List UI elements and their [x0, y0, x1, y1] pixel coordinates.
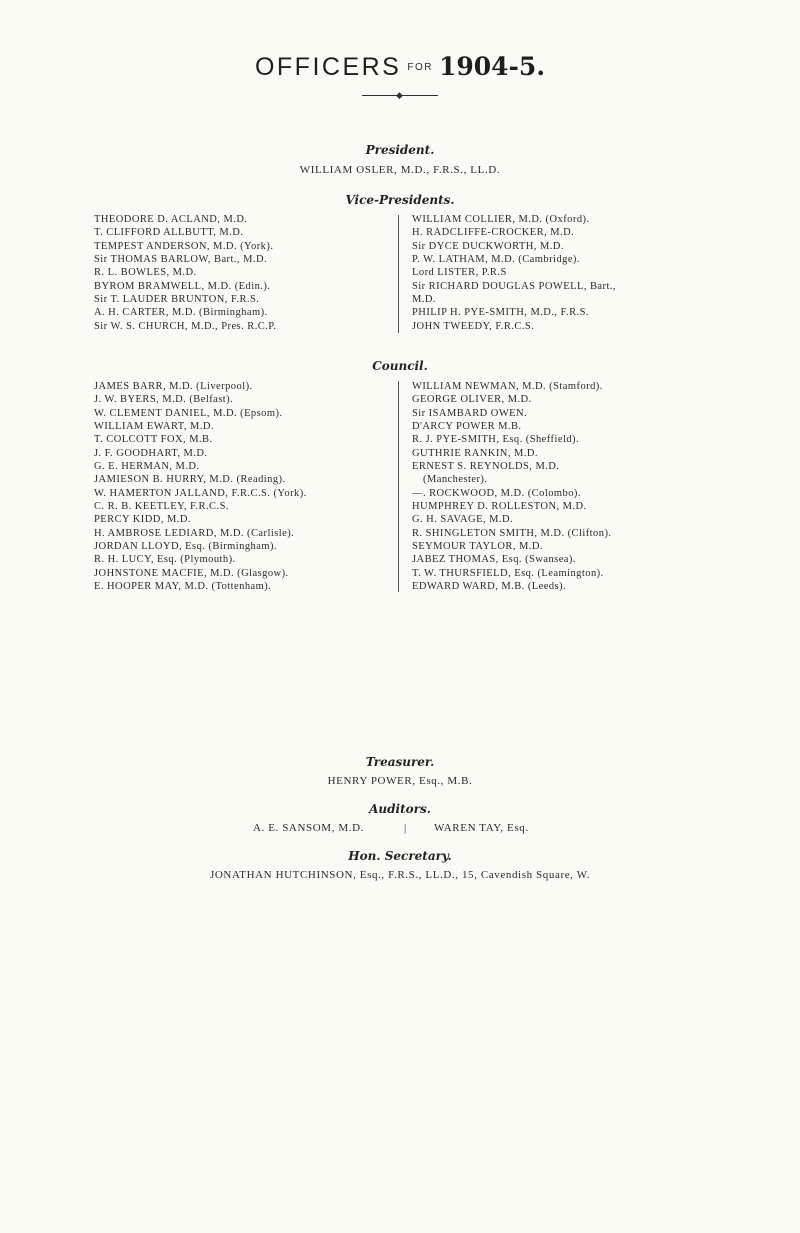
- vice-presidents-left-list: [94, 213, 277, 333]
- list-item: W. CLEMENT DANIEL, M.D. (Epsom).: [94, 407, 283, 419]
- list-item: G. H. SAVAGE, M.D.: [412, 514, 514, 526]
- list-item: P. W. LATHAM, M.D. (Cambridge).: [412, 254, 580, 266]
- list-item: JAMES BARR, M.D. (Liverpool).: [94, 381, 253, 392]
- list-item: T. CLIFFORD ALLBUTT, M.D.: [94, 227, 244, 239]
- list-item: WILLIAM COLLIER, M.D. (Oxford).: [412, 214, 590, 225]
- list-item: HUMPHREY D. ROLLESTON, M.D.: [412, 501, 587, 513]
- list-item: EDWARD WARD, M.B. (Leeds).: [412, 581, 567, 593]
- list-item: J. W. BYERS, M.D. (Belfast).: [94, 394, 234, 406]
- list-item: ERNEST S. REYNOLDS, M.D.: [412, 461, 560, 473]
- secretary-heading: Hon. Secretary.: [348, 849, 452, 863]
- list-item: THEODORE D. ACLAND, M.D.: [94, 214, 248, 225]
- list-item: PERCY KIDD, M.D.: [94, 514, 191, 526]
- list-item: SEYMOUR TAYLOR, M.D.: [412, 541, 543, 553]
- list-item: JOHN TWEEDY, F.R.C.S.: [412, 320, 535, 332]
- page-title: [0, 52, 800, 82]
- list-item: GUTHRIE RANKIN, M.D.: [412, 447, 538, 459]
- list-item: Lord LISTER, P.R.S: [412, 267, 507, 279]
- list-item: JOHNSTONE MACFIE, M.D. (Glasgow).: [94, 567, 289, 579]
- list-item: R. J. PYE-SMITH, Esq. (Sheffield).: [412, 434, 580, 446]
- list-item: H. RADCLIFFE-CROCKER, M.D.: [412, 227, 575, 239]
- list-item: BYROM BRAMWELL, M.D. (Edin.).: [94, 280, 271, 292]
- column-divider: [398, 381, 399, 592]
- list-item: H. AMBROSE LEDIARD, M.D. (Carlisle).: [94, 527, 295, 539]
- list-item: WILLIAM EWART, M.D.: [94, 421, 214, 433]
- list-item: (Manchester).: [423, 474, 488, 486]
- list-item: TEMPEST ANDERSON, M.D. (York).: [94, 240, 274, 252]
- list-item: —. ROCKWOOD, M.D. (Colombo).: [412, 487, 581, 499]
- title-main: OFFICERS: [254, 53, 402, 81]
- list-item: W. HAMERTON JALLAND, F.R.C.S. (York).: [94, 487, 307, 499]
- list-item: R. H. LUCY, Esq. (Plymouth).: [94, 554, 236, 566]
- list-item: Sir RICHARD DOUGLAS POWELL, Bart.,: [412, 280, 617, 292]
- list-item: JABEZ THOMAS, Esq. (Swansea).: [412, 554, 576, 566]
- list-item: Sir DYCE DUCKWORTH, M.D.: [412, 240, 564, 252]
- list-item: J. F. GOODHART, M.D.: [94, 447, 208, 459]
- list-item: E. HOOPER MAY, M.D. (Tottenham).: [94, 581, 272, 593]
- council-heading: Council.: [372, 359, 428, 373]
- auditor-left: A. E. SANSOM, M.D.: [252, 822, 364, 834]
- title-connector: FOR: [407, 62, 433, 73]
- secretary-name: JONATHAN HUTCHINSON, Esq., F.R.S., LL.D., 15, Cavendish Square, W.: [209, 869, 591, 881]
- list-item: PHILIP H. PYE-SMITH, M.D., F.R.S.: [412, 307, 589, 319]
- vice-presidents-heading: Vice-Presidents.: [345, 193, 455, 207]
- title-year: 1904-5.: [438, 52, 546, 81]
- treasurer-heading: Treasurer.: [365, 755, 435, 769]
- list-item: C. R. B. KEETLEY, F.R.C.S.: [94, 501, 229, 513]
- auditors-separator: |: [404, 822, 407, 834]
- president-name: WILLIAM OSLER, M.D., F.R.S., LL.D.: [299, 164, 501, 176]
- list-item: Sir THOMAS BARLOW, Bart., M.D.: [94, 254, 268, 266]
- list-item: WILLIAM NEWMAN, M.D. (Stamford).: [412, 381, 603, 392]
- list-item: T. W. THURSFIELD, Esq. (Leamington).: [412, 567, 604, 579]
- list-item: R. SHINGLETON SMITH, M.D. (Clifton).: [412, 527, 612, 539]
- column-divider: [398, 215, 399, 333]
- list-item: JORDAN LLOYD, Esq. (Birmingham).: [94, 541, 277, 553]
- list-item: A. H. CARTER, M.D. (Birmingham).: [94, 307, 268, 319]
- list-item: JAMIESON B. HURRY, M.D. (Reading).: [94, 474, 286, 486]
- treasurer-name: HENRY POWER, Esq., M.B.: [327, 775, 473, 787]
- list-item: M.D.: [412, 294, 436, 306]
- list-item: GEORGE OLIVER, M.D.: [412, 394, 532, 406]
- diamond-ornament-icon: ◆: [396, 90, 403, 100]
- vice-presidents-right-list: [412, 213, 616, 333]
- list-item: G. E. HERMAN, M.D.: [94, 461, 200, 473]
- president-heading: President.: [365, 143, 435, 157]
- auditors-heading: Auditors.: [369, 802, 431, 816]
- list-item: R. L. BOWLES, M.D.: [94, 267, 197, 279]
- list-item: Sir ISAMBARD OWEN.: [412, 407, 528, 419]
- list-item: Sir W. S. CHURCH, M.D., Pres. R.C.P.: [94, 320, 277, 332]
- list-item: T. COLCOTT FOX, M.B.: [94, 434, 213, 446]
- council-right-list: [412, 380, 611, 594]
- auditor-right: WAREN TAY, Esq.: [434, 822, 529, 834]
- council-left-list: [94, 380, 307, 594]
- list-item: Sir T. LAUDER BRUNTON, F.R.S.: [94, 294, 260, 306]
- list-item: D'ARCY POWER M.B.: [412, 421, 522, 433]
